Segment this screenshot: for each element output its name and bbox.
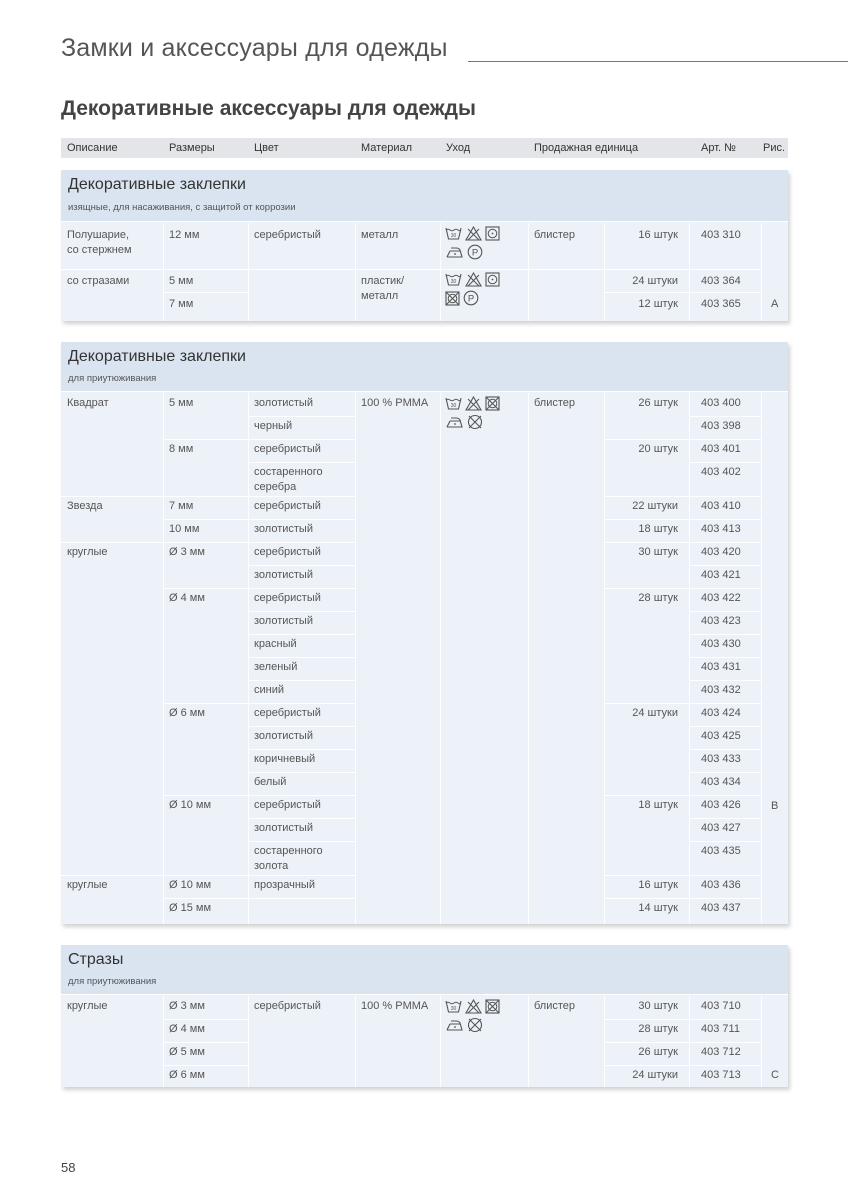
- cell-size: Ø 4 мм: [169, 1023, 205, 1035]
- washtub-icon: [445, 396, 462, 411]
- row-divider: [163, 1042, 248, 1043]
- no-chlorine-bleach-icon: [465, 226, 482, 241]
- cell-article-number: 403 437: [701, 902, 741, 914]
- row-divider: [163, 1065, 248, 1066]
- column-divider: [248, 393, 249, 924]
- cell-quantity: 26 штук: [638, 397, 678, 409]
- cell-article-number: 403 398: [701, 420, 741, 432]
- cell-article-number: 403 413: [701, 523, 741, 535]
- column-divider: [528, 223, 529, 321]
- care-symbols: [445, 396, 500, 430]
- column-desc: Описание: [67, 142, 118, 154]
- row-divider: [689, 749, 761, 750]
- cell-article-number: 403 710: [701, 1000, 741, 1012]
- cell-size: Ø 3 мм: [169, 1000, 205, 1012]
- cell-description: Квадрат: [67, 397, 109, 409]
- cell-size: 7 мм: [169, 298, 194, 310]
- do-not-tumble-dry-icon: [485, 999, 500, 1014]
- row-divider: [248, 439, 355, 440]
- care-symbols: [445, 272, 500, 306]
- cell-unit: блистер: [534, 229, 576, 241]
- no-chlorine-bleach-icon: [465, 999, 482, 1014]
- cell-figure: B: [771, 800, 779, 812]
- row-divider: [248, 519, 355, 520]
- cell-article-number: 403 422: [701, 592, 741, 604]
- cell-article-number: 403 434: [701, 776, 741, 788]
- product-block-rhinestones: [61, 945, 788, 1087]
- cell-material: металл: [361, 229, 399, 241]
- cell-quantity: 30 штук: [638, 1000, 678, 1012]
- page-number: 58: [61, 1160, 76, 1175]
- cell-unit: блистер: [534, 397, 576, 409]
- cell-figure: A: [771, 298, 779, 310]
- row-divider: [163, 496, 248, 497]
- cell-quantity: 30 штук: [638, 546, 678, 558]
- column-care: Уход: [446, 142, 471, 154]
- cell-quantity: 16 штук: [638, 229, 678, 241]
- cell-color: золотистый: [254, 730, 313, 742]
- row-divider: [689, 496, 761, 497]
- row-divider: [248, 565, 355, 566]
- cell-size: 5 мм: [169, 397, 194, 409]
- cell-size: 7 мм: [169, 500, 194, 512]
- cell-color: золотистый: [254, 523, 313, 535]
- cell-description: Звезда: [67, 500, 103, 512]
- title-rule: [468, 61, 848, 62]
- cell-color: серебристый: [254, 799, 321, 811]
- cell-color: серебристый: [254, 1000, 321, 1012]
- cell-quantity: 18 штук: [638, 799, 678, 811]
- svg-text:30: 30: [450, 279, 457, 285]
- row-divider: [248, 875, 355, 876]
- cell-size: Ø 15 мм: [169, 902, 212, 914]
- cell-color: серебристый: [254, 707, 321, 719]
- row-divider: [163, 292, 248, 293]
- column-divider: [761, 223, 762, 321]
- cell-article-number: 403 401: [701, 443, 741, 455]
- cell-article-number: 403 435: [701, 845, 741, 857]
- row-divider: [689, 703, 761, 704]
- page-title: Замки и аксессуары для одежды: [61, 34, 448, 62]
- row-divider: [689, 588, 761, 589]
- row-divider: [248, 726, 355, 727]
- column-divider: [248, 223, 249, 321]
- row-divider: [248, 657, 355, 658]
- column-divider: [440, 393, 441, 924]
- cell-quantity: 28 штук: [638, 1023, 678, 1035]
- column-divider: [440, 223, 441, 321]
- no-chlorine-bleach-icon: [465, 396, 482, 411]
- row-divider: [248, 841, 355, 842]
- column-divider: [761, 393, 762, 924]
- cell-color: золотистый: [254, 615, 313, 627]
- column-divider: [604, 223, 605, 321]
- cell-size: Ø 6 мм: [169, 707, 205, 719]
- cell-color: серебристый: [254, 500, 321, 512]
- cell-quantity: 20 штук: [638, 443, 678, 455]
- care-symbol-row: [445, 396, 500, 411]
- row-divider: [163, 898, 248, 899]
- dry-clean-p-icon: [463, 290, 479, 306]
- row-divider: [689, 680, 761, 681]
- cell-figure: C: [771, 1069, 779, 1081]
- row-divider: [163, 703, 248, 704]
- cell-material: пластик/ металл: [361, 275, 405, 302]
- cell-color: коричневый: [254, 753, 316, 765]
- cell-article-number: 403 427: [701, 822, 741, 834]
- row-divider: [163, 519, 248, 520]
- row-divider: [248, 588, 355, 589]
- block-title: Декоративные заклепки: [68, 176, 246, 193]
- cell-unit: блистер: [534, 1000, 576, 1012]
- column-divider: [604, 393, 605, 924]
- row-divider: [248, 818, 355, 819]
- row-divider: [604, 496, 689, 497]
- column-divider: [163, 393, 164, 924]
- cell-color: серебристый: [254, 229, 321, 241]
- row-divider: [689, 875, 761, 876]
- care-symbol-row: [445, 414, 500, 430]
- cell-article-number: 403 365: [701, 298, 741, 310]
- row-divider: [689, 565, 761, 566]
- row-divider: [689, 542, 761, 543]
- iron-icon: [445, 416, 464, 429]
- tumble-dry-icon: [485, 272, 500, 287]
- care-symbols: [445, 226, 500, 260]
- column-divider: [355, 223, 356, 321]
- column-divider: [689, 393, 690, 924]
- cell-quantity: 18 штук: [638, 523, 678, 535]
- column-divider: [163, 223, 164, 321]
- cell-article-number: 403 433: [701, 753, 741, 765]
- cell-color: золотистый: [254, 569, 313, 581]
- column-fig: Рис.: [763, 142, 786, 154]
- do-not-dry-clean-icon: [467, 1017, 483, 1033]
- row-divider: [689, 841, 761, 842]
- cell-size: 12 мм: [169, 229, 200, 241]
- row-divider: [248, 749, 355, 750]
- cell-color: красный: [254, 638, 297, 650]
- row-divider: [689, 726, 761, 727]
- row-divider: [248, 898, 355, 899]
- row-divider: [604, 1042, 761, 1043]
- row-divider: [604, 875, 689, 876]
- cell-material: 100 % PMMA: [361, 397, 429, 409]
- care-symbol-row: [445, 1017, 500, 1033]
- cell-quantity: 24 штуки: [632, 1069, 678, 1081]
- row-divider: [604, 1019, 761, 1020]
- row-divider: [248, 795, 355, 796]
- block-header: [61, 170, 788, 222]
- cell-color: серебристый: [254, 546, 321, 558]
- cell-description: круглые: [67, 546, 108, 558]
- care-symbol-row: [445, 290, 500, 306]
- no-chlorine-bleach-icon: [465, 272, 482, 287]
- care-symbol-row: [445, 226, 500, 241]
- row-divider: [689, 898, 761, 899]
- cell-article-number: 403 426: [701, 799, 741, 811]
- cell-quantity: 24 штуки: [632, 275, 678, 287]
- cell-color: серебристый: [254, 443, 321, 455]
- column-divider: [440, 996, 441, 1087]
- cell-article-number: 403 432: [701, 684, 741, 696]
- cell-material: 100 % PMMA: [361, 1000, 429, 1012]
- row-divider: [248, 542, 355, 543]
- cell-size: Ø 4 мм: [169, 592, 205, 604]
- section-title: Декоративные аксессуары для одежды: [61, 97, 476, 120]
- cell-article-number: 403 421: [701, 569, 741, 581]
- cell-color: прозрачный: [254, 879, 315, 891]
- column-divider: [355, 393, 356, 924]
- cell-quantity: 22 штуки: [632, 500, 678, 512]
- cell-article-number: 403 711: [701, 1023, 740, 1035]
- cell-color: синий: [254, 684, 285, 696]
- row-divider: [604, 519, 689, 520]
- cell-size: Ø 5 мм: [169, 1046, 205, 1058]
- washtub-icon: [445, 226, 462, 241]
- row-divider: [61, 542, 163, 543]
- cell-color: состаренного золота: [254, 845, 323, 872]
- row-divider: [248, 462, 355, 463]
- cell-article-number: 403 430: [701, 638, 741, 650]
- row-divider: [248, 772, 355, 773]
- washtub-icon: [445, 272, 462, 287]
- block-subtitle: изящные, для насаживания, с защитой от коррозии: [68, 202, 296, 213]
- care-symbols: [445, 999, 500, 1033]
- cell-article-number: 403 436: [701, 879, 741, 891]
- row-divider: [604, 1065, 761, 1066]
- cell-quantity: 12 штук: [638, 298, 678, 310]
- column-divider: [689, 223, 690, 321]
- cell-quantity: 24 штуки: [632, 707, 678, 719]
- cell-description: круглые: [67, 1000, 108, 1012]
- row-divider: [163, 439, 248, 440]
- block-title: Стразы: [68, 951, 124, 968]
- row-divider: [163, 795, 248, 796]
- iron-icon: [445, 246, 464, 259]
- svg-text:30: 30: [450, 403, 457, 409]
- cell-article-number: 403 402: [701, 466, 741, 478]
- iron-icon: [445, 1019, 464, 1032]
- row-divider: [689, 634, 761, 635]
- column-divider: [528, 996, 529, 1087]
- column-divider: [355, 996, 356, 1087]
- row-divider: [248, 496, 355, 497]
- cell-size: Ø 10 мм: [169, 879, 212, 891]
- row-divider: [163, 875, 248, 876]
- cell-quantity: 16 штук: [638, 879, 678, 891]
- column-material: Материал: [361, 142, 412, 154]
- row-divider: [248, 611, 355, 612]
- column-color: Цвет: [254, 142, 279, 154]
- cell-color: золотистый: [254, 397, 313, 409]
- svg-text:30: 30: [450, 233, 457, 239]
- cell-article-number: 403 420: [701, 546, 741, 558]
- row-divider: [689, 462, 761, 463]
- row-divider: [163, 1019, 248, 1020]
- row-divider: [248, 680, 355, 681]
- cell-size: Ø 3 мм: [169, 546, 205, 558]
- do-not-tumble-dry-icon: [485, 396, 500, 411]
- column-unit: Продажная единица: [534, 142, 639, 154]
- care-symbol-row: [445, 999, 500, 1014]
- cell-quantity: 28 штук: [638, 592, 678, 604]
- svg-text:30: 30: [450, 1006, 457, 1012]
- column-art: Арт. №: [701, 142, 736, 154]
- cell-quantity: 14 штук: [638, 902, 678, 914]
- row-divider: [604, 588, 689, 589]
- washtub-icon: [445, 999, 462, 1014]
- cell-color: белый: [254, 776, 287, 788]
- care-symbol-row: [445, 272, 500, 287]
- row-divider: [248, 634, 355, 635]
- cell-color: серебристый: [254, 592, 321, 604]
- dry-clean-p-icon: [467, 244, 483, 260]
- cell-size: 10 мм: [169, 523, 200, 535]
- row-divider: [689, 795, 761, 796]
- cell-article-number: 403 410: [701, 500, 741, 512]
- cell-quantity: 26 штук: [638, 1046, 678, 1058]
- column-size: Размеры: [169, 142, 215, 154]
- row-divider: [604, 439, 689, 440]
- block-title: Декоративные заклепки: [68, 348, 246, 365]
- block-header: [61, 342, 788, 392]
- tumble-dry-icon: [485, 226, 500, 241]
- row-divider: [61, 875, 163, 876]
- care-symbol-row: [445, 244, 500, 260]
- product-block-rivets-press: [61, 170, 788, 321]
- row-divider: [604, 795, 689, 796]
- column-header-bar: [61, 138, 788, 158]
- cell-article-number: 403 425: [701, 730, 741, 742]
- do-not-dry-clean-icon: [467, 414, 483, 430]
- cell-color: черный: [254, 420, 293, 432]
- cell-size: 5 мм: [169, 275, 194, 287]
- row-divider: [604, 898, 689, 899]
- cell-article-number: 403 431: [701, 661, 741, 673]
- cell-color: состаренного серебра: [254, 466, 323, 493]
- cell-article-number: 403 712: [701, 1046, 741, 1058]
- row-divider: [604, 542, 689, 543]
- row-divider: [248, 703, 355, 704]
- row-divider: [163, 588, 248, 589]
- cell-article-number: 403 400: [701, 397, 741, 409]
- do-not-tumble-dry-icon: [445, 291, 460, 306]
- cell-article-number: 403 424: [701, 707, 741, 719]
- row-divider: [163, 542, 248, 543]
- cell-description: со стразами: [67, 275, 130, 287]
- cell-article-number: 403 364: [701, 275, 741, 287]
- cell-article-number: 403 310: [701, 229, 741, 241]
- column-divider: [761, 996, 762, 1087]
- column-divider: [528, 393, 529, 924]
- block-subtitle: для приутюживания: [68, 976, 157, 987]
- product-block-rivets-iron: [61, 342, 788, 924]
- svg-text:P: P: [471, 247, 479, 259]
- row-divider: [689, 439, 761, 440]
- block-subtitle: для приутюживания: [68, 373, 157, 384]
- row-divider: [604, 292, 761, 293]
- cell-size: 8 мм: [169, 443, 194, 455]
- cell-description: круглые: [67, 879, 108, 891]
- row-divider: [604, 703, 689, 704]
- cell-color: зеленый: [254, 661, 298, 673]
- row-divider: [689, 772, 761, 773]
- row-divider: [689, 818, 761, 819]
- row-divider: [61, 269, 761, 270]
- cell-size: Ø 6 мм: [169, 1069, 205, 1081]
- cell-description: Полушарие, со стержнем: [67, 229, 132, 256]
- column-divider: [248, 996, 249, 1087]
- row-divider: [689, 611, 761, 612]
- row-divider: [689, 519, 761, 520]
- cell-article-number: 403 423: [701, 615, 741, 627]
- cell-article-number: 403 713: [701, 1069, 741, 1081]
- cell-size: Ø 10 мм: [169, 799, 212, 811]
- row-divider: [248, 416, 355, 417]
- row-divider: [689, 416, 761, 417]
- block-header: [61, 945, 788, 995]
- row-divider: [689, 657, 761, 658]
- row-divider: [61, 496, 163, 497]
- cell-color: золотистый: [254, 822, 313, 834]
- svg-text:P: P: [467, 293, 475, 305]
